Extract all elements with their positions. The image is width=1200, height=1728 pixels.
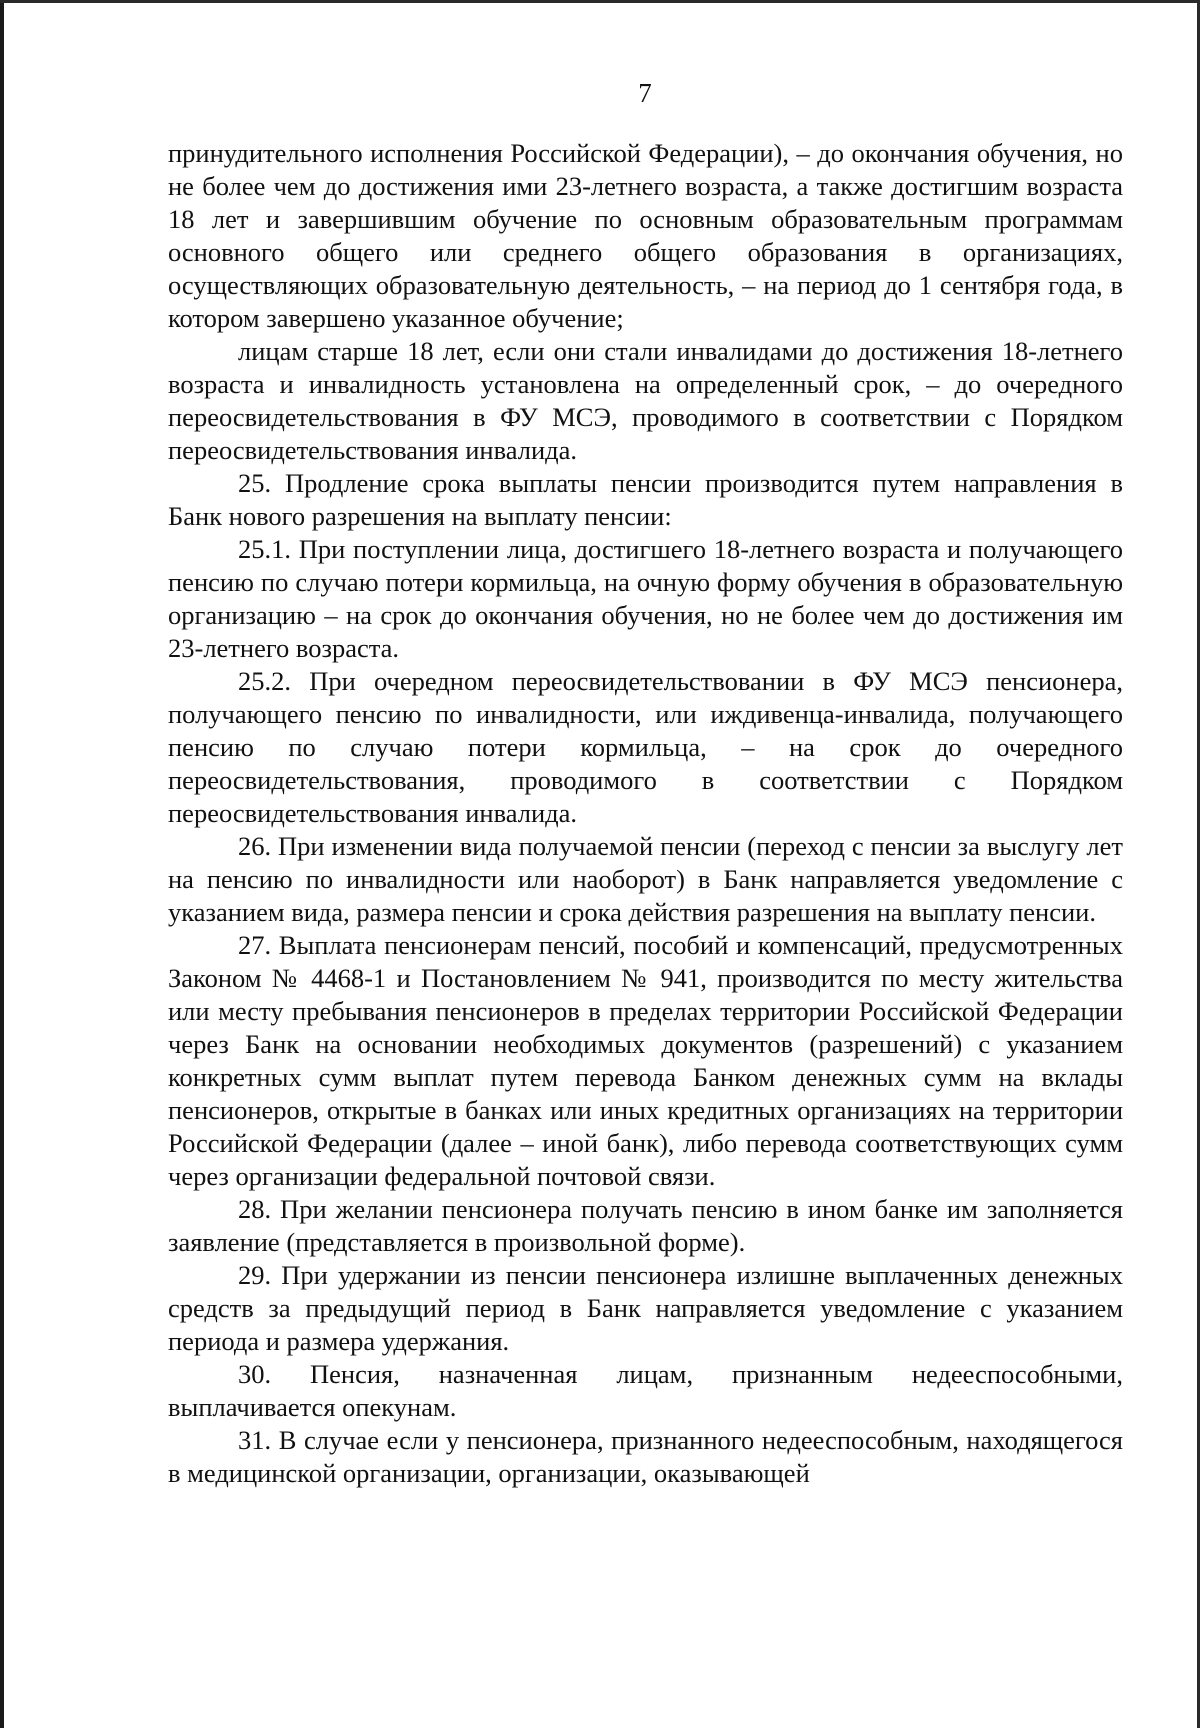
paragraph-30: 30. Пенсия, назначенная лицам, признанным недееспособными, выплачивается опекунам. [168, 1359, 1123, 1422]
paragraph-31: 31. В случае если у пенсионера, признанного недееспособным, находящегося в медицинской организации, организации, оказывающей [168, 1425, 1123, 1488]
paragraph-26: 26. При изменении вида получаемой пенсии (переход с пенсии за выслугу лет на пенсию по инвалидности или наоборот) в Банк направляется уведомление с указанием вида, размера пенсии и срока действия разрешения на выплату пенсии. [168, 831, 1123, 927]
document-body [168, 137, 1123, 1490]
paragraph-25-1: 25.1. При поступлении лица, достигшего 18-летнего возраста и получающего пенсию по случаю потери кормильца, на очную форму обучения в образовательную организацию – на срок до окончания обучения, но не более чем до достижения им 23-летнего возраста. [168, 534, 1123, 663]
paragraph-27: 27. Выплата пенсионерам пенсий, пособий и компенсаций, предусмотренных Законом № 4468-1 и Постановлением № 941, производится по месту жительства или месту пребывания пенсионеров в пределах территории Российской Федерации через Банк на основании необходимых документов (разрешений) с указанием конкретных сумм выплат путем перевода Банком денежных сумм на вклады пенсионеров, открытые в банках или иных кредитных организациях на территории Российской Федерации (далее – иной банк), либо перевода соответствующих сумм через организации федеральной почтовой связи. [168, 930, 1123, 1191]
scan-border-left [0, 0, 4, 1728]
scan-border-top [0, 0, 1200, 3]
paragraph-25-2: 25.2. При очередном переосвидетельствовании в ФУ МСЭ пенсионера, получающего пенсию по инвалидности, или иждивенца-инвалида, получающего пенсию по случаю потери кормильца, – на срок до очередного переосвидетельствования, проводимого в соответствии с Порядком переосвидетельствования инвалида. [168, 666, 1123, 828]
paragraph-25: 25. Продление срока выплаты пенсии производится путем направления в Банк нового разрешения на выплату пенсии: [168, 468, 1123, 531]
paragraph-continuation: принудительного исполнения Российской Федерации), – до окончания обучения, но не более чем до достижения ими 23-летнего возраста, а также достигшим возраста 18 лет и завершившим обучение по основным образовательным программам основного общего или среднего общего образования в организациях, осуществляющих образовательную деятельность, – на период до 1 сентября года, в котором завершено указанное обучение; [168, 138, 1123, 333]
paragraph-disabled-over-18: лицам старше 18 лет, если они стали инвалидами до достижения 18-летнего возраста и инвалидность установлена на определенный срок, – до очередного переосвидетельствования в ФУ МСЭ, проводимого в соответствии с Порядком переосвидетельствования инвалида. [168, 336, 1123, 465]
page-number: 7 [638, 78, 652, 108]
paragraph-29: 29. При удержании из пенсии пенсионера излишне выплаченных денежных средств за предыдущий период в Банк направляется уведомление с указанием периода и размера удержания. [168, 1260, 1123, 1356]
paragraph-28: 28. При желании пенсионера получать пенсию в ином банке им заполняется заявление (представляется в произвольной форме). [168, 1194, 1123, 1257]
